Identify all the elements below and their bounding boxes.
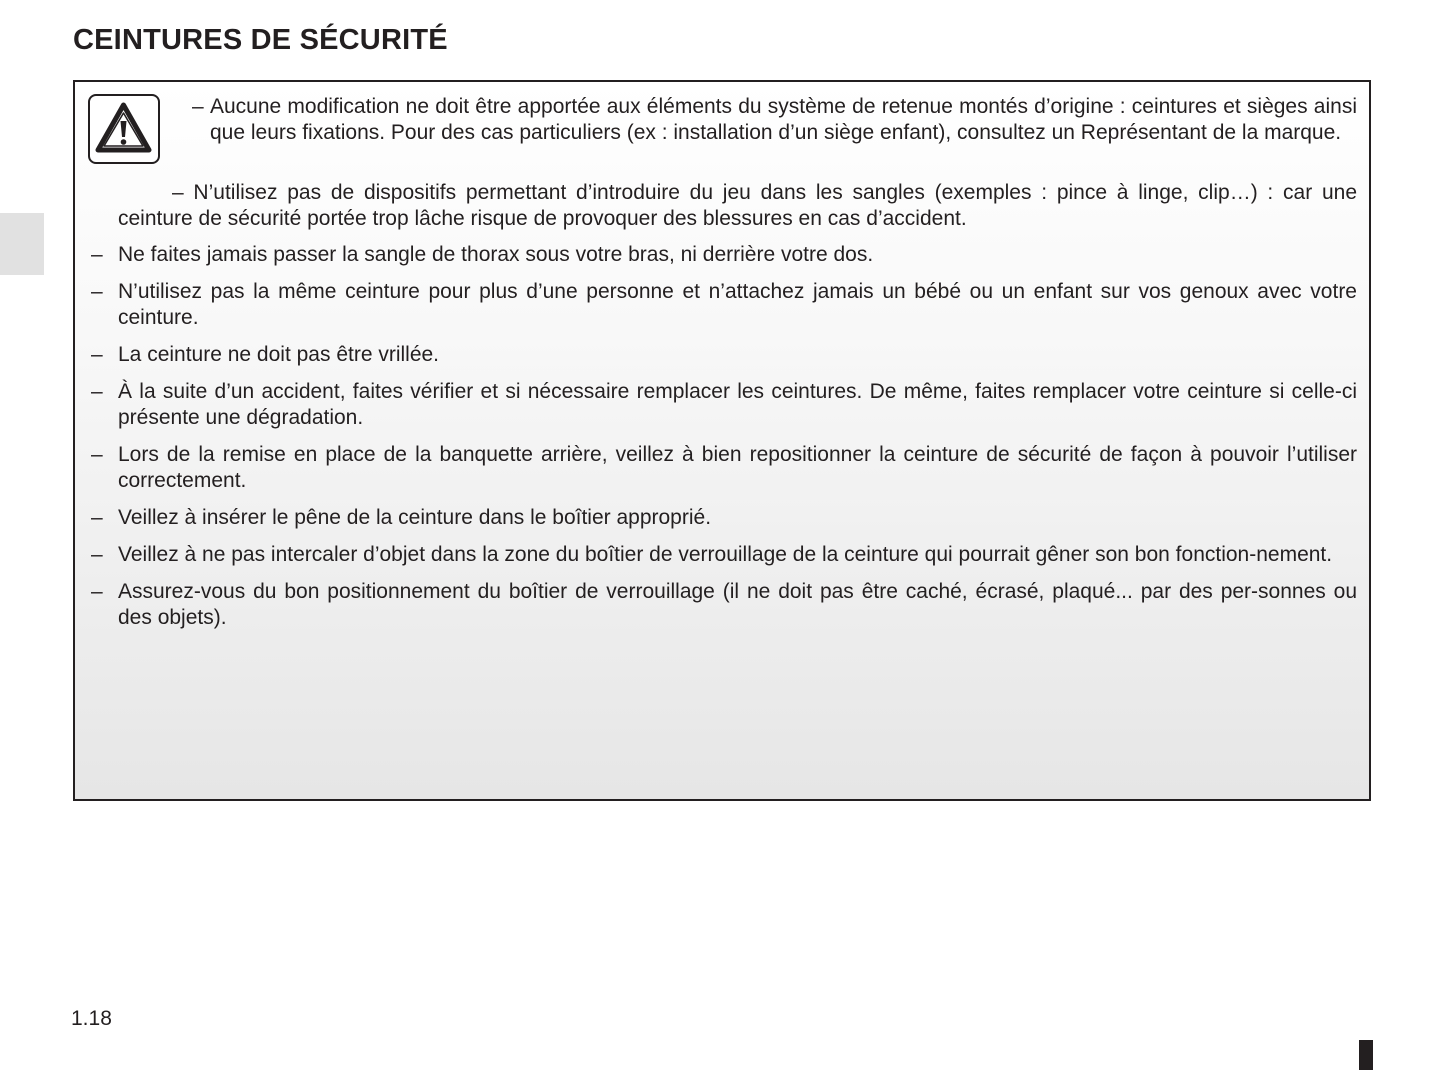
list-item xyxy=(91,442,1357,494)
list-item-text: Lors de la remise en place de la banquette arrière, veillez à bien repositionner la ceinture de sécurité de façon à pouvoir l’utiliser correctement. xyxy=(118,443,1357,492)
dash: – xyxy=(91,543,103,566)
page-number: 1.18 xyxy=(71,1007,112,1030)
warning-second-item: – N’utilisez pas de dispositifs permettant d’introduire du jeu dans les sangles (exemples : pince à linge, clip…) : car une ceinture de sécurité portée trop lâche risque de provoquer des blessures en cas d’accident. xyxy=(118,181,1357,230)
warning-triangle-icon xyxy=(88,94,160,164)
list-item-text: La ceinture ne doit pas être vrillée. xyxy=(118,343,440,366)
list-item xyxy=(91,579,1357,631)
corner-mark xyxy=(1359,1040,1373,1070)
warning-first-item-text: Aucune modification ne doit être apportée aux éléments du système de retenue montés d’origine : ceintures et sièges ainsi que leurs fixations. Pour des cas particuliers (ex : installation d’un siège enfant), consultez un Représentant de la marque. xyxy=(210,95,1357,144)
list-item-text: À la suite d’un accident, faites vérifier et si nécessaire remplacer les ceintures. De même, faites remplacer votre ceinture si celle-ci présente une dégradation. xyxy=(118,380,1357,429)
list-item-text: Assurez-vous du bon positionnement du boîtier de verrouillage (il ne doit pas être caché, écrasé, plaqué... par des per-sonnes ou des objets). xyxy=(118,580,1357,629)
list-item xyxy=(91,242,1357,268)
list-item-text: Veillez à ne pas intercaler d’objet dans la zone du boîtier de verrouillage de la ceinture qui pourrait gêner son bon fonction-nement. xyxy=(118,543,1333,566)
dash: – xyxy=(192,95,204,118)
list-item-text: Veillez à insérer le pêne de la ceinture dans le boîtier approprié. xyxy=(118,506,712,529)
dash: – xyxy=(91,243,103,266)
warning-box xyxy=(73,80,1371,801)
list-item xyxy=(91,342,1357,368)
dash: – xyxy=(91,280,103,303)
warning-list xyxy=(91,242,1357,642)
list-item-text: Ne faites jamais passer la sangle de thorax sous votre bras, ni derrière votre dos. xyxy=(118,243,874,266)
page-title: CEINTURES DE SÉCURITÉ xyxy=(73,24,448,56)
dash: – xyxy=(91,580,103,603)
dash: – xyxy=(91,380,103,403)
warning-triangle-svg xyxy=(94,100,153,157)
dash: – xyxy=(91,506,103,529)
list-item xyxy=(91,505,1357,531)
list-item xyxy=(91,279,1357,331)
dash: – xyxy=(91,443,103,466)
dash: – xyxy=(91,343,103,366)
list-item xyxy=(91,542,1357,568)
list-item xyxy=(91,379,1357,431)
warning-first-item xyxy=(192,94,1357,146)
chapter-tab xyxy=(0,213,44,275)
list-item-text: N’utilisez pas la même ceinture pour plus d’une personne et n’attachez jamais un bébé ou un enfant sur vos genoux avec votre ceinture. xyxy=(118,280,1357,329)
